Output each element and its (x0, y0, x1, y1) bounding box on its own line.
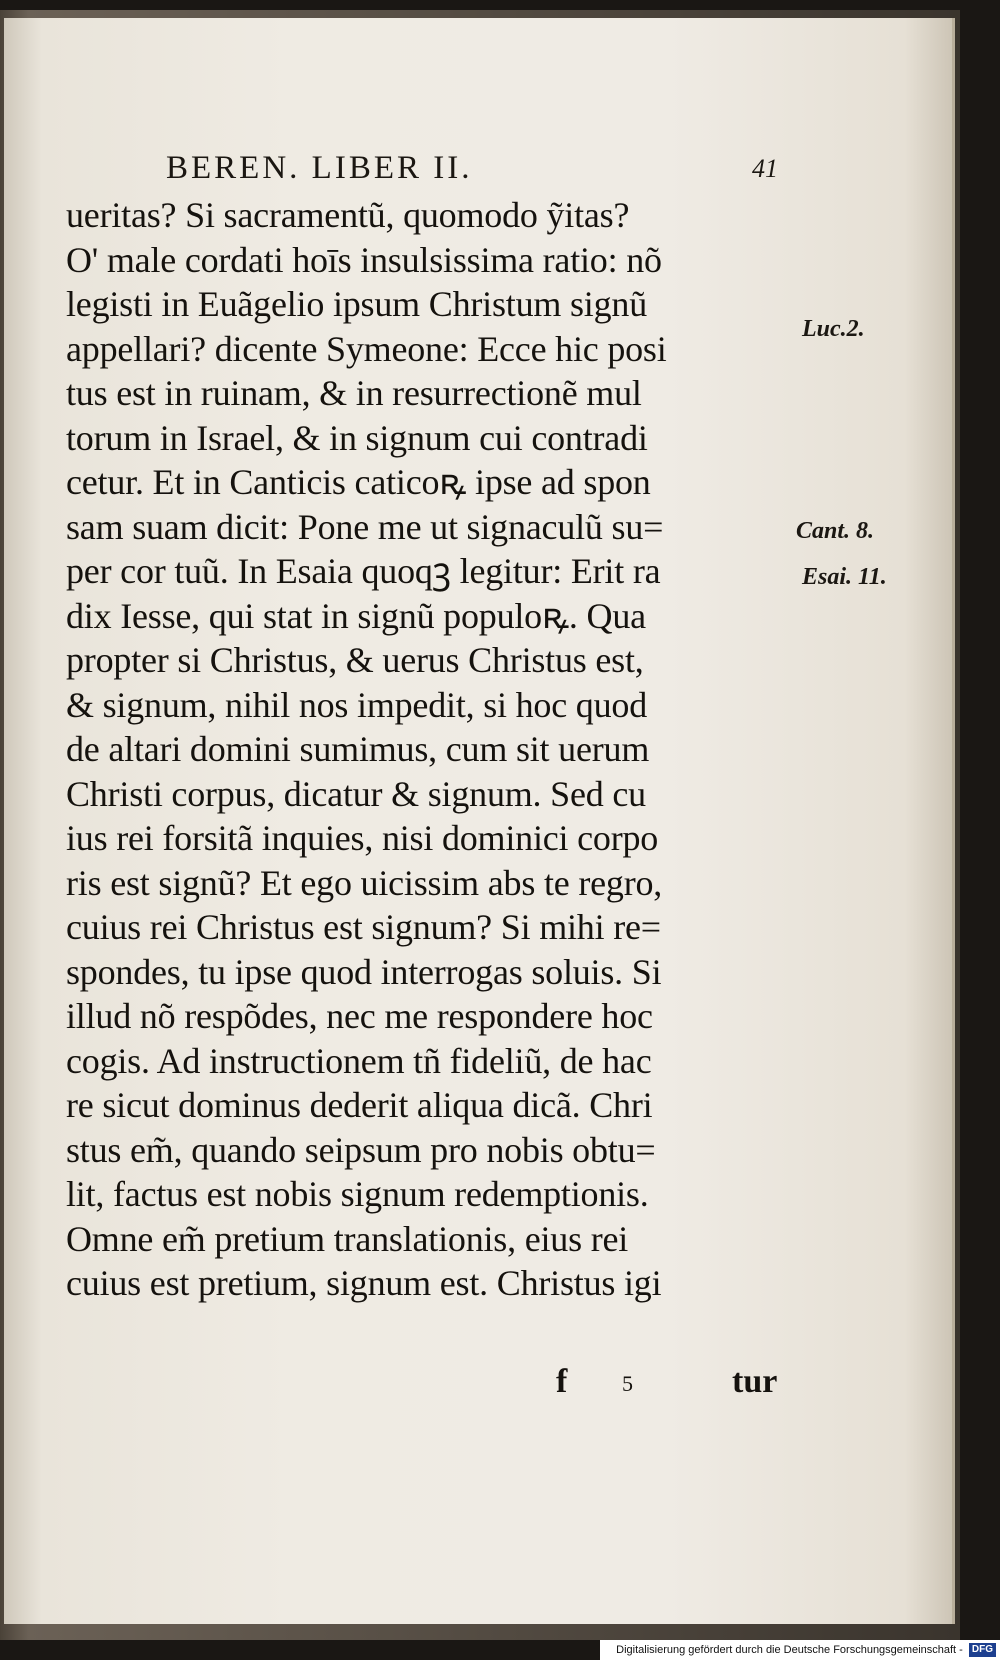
running-head: BEREN. LIBER II. (166, 150, 473, 186)
text-line: de altari domini sumimus, cum sit uerum (66, 729, 650, 769)
text-line: O' male cordati hoīs insulsissima ratio: nõ (66, 239, 662, 280)
credit-text: Digitalisierung gefördert durch die Deutsche Forschungsgemeinschaft - (616, 1644, 963, 1656)
marginal-note: Esai. 11. (802, 564, 887, 590)
digitization-credit (600, 1640, 1000, 1660)
text-line: ris est signũ? Et ego uicissim abs te regro, (66, 862, 663, 903)
page-header (154, 150, 794, 190)
text-line: illud nõ respõdes, nec me respondere hoc (66, 996, 653, 1036)
folio-number: 41 (752, 154, 778, 183)
text-line: dix Iesse, qui stat in signũ populoꝶ. Qua (66, 595, 646, 636)
text-line: tus est in ruinam, & in resurrectionẽ mul (66, 373, 642, 413)
signature-number: 5 (622, 1371, 633, 1396)
text-line: appellari? dicente Symeone: Ecce hic posi (66, 328, 667, 369)
text-line: ius rei forsitã inquies, nisi dominici corpo (66, 818, 659, 858)
text-line: & signum, nihil nos impedit, si hoc quod (66, 684, 648, 725)
catchword: tur (732, 1363, 778, 1400)
signature-line (66, 1363, 796, 1403)
text-line: sam suam dicit: Pone me ut signaculũ su= (66, 506, 664, 547)
text-block (66, 193, 796, 1306)
signature-mark: f (556, 1363, 568, 1400)
text-line: re sicut dominus dederit aliqua dicã. Chri (66, 1085, 653, 1125)
text-line: Omne em̃ pretium translationis, eius rei (66, 1218, 629, 1259)
text-line: lit, factus est nobis signum redemptionis. (66, 1174, 649, 1214)
book-page (4, 18, 955, 1624)
text-line: cuius est pretium, signum est. Christus igi (66, 1263, 662, 1303)
dfg-logo: DFG (969, 1643, 996, 1657)
text-line: torum in Israel, & in signum cui contradi (66, 417, 648, 458)
text-line: cetur. Et in Canticis caticoꝶ ipse ad spon (66, 462, 651, 502)
text-line: cogis. Ad instructionem tñ fideliũ, de hac (66, 1040, 652, 1081)
text-line: propter si Christus, & uerus Christus est, (66, 640, 644, 680)
text-line: stus em̃, quando seipsum pro nobis obtu= (66, 1129, 656, 1170)
text-line: legisti in Euãgelio ipsum Christum signũ (66, 284, 647, 324)
text-line: spondes, tu ipse quod interrogas soluis. Si (66, 951, 662, 992)
marginal-note: Cant. 8. (796, 518, 875, 544)
text-line: cuius rei Christus est signum? Si mihi re= (66, 907, 661, 947)
text-line: ueritas? Si sacramentũ, quomodo ỹitas? (66, 195, 630, 235)
marginal-note: Luc.2. (802, 316, 865, 342)
text-line: Christi corpus, dicatur & signum. Sed cu (66, 773, 646, 814)
text-line: per cor tuũ. In Esaia quoqꝫ legitur: Erit ra (66, 551, 661, 591)
